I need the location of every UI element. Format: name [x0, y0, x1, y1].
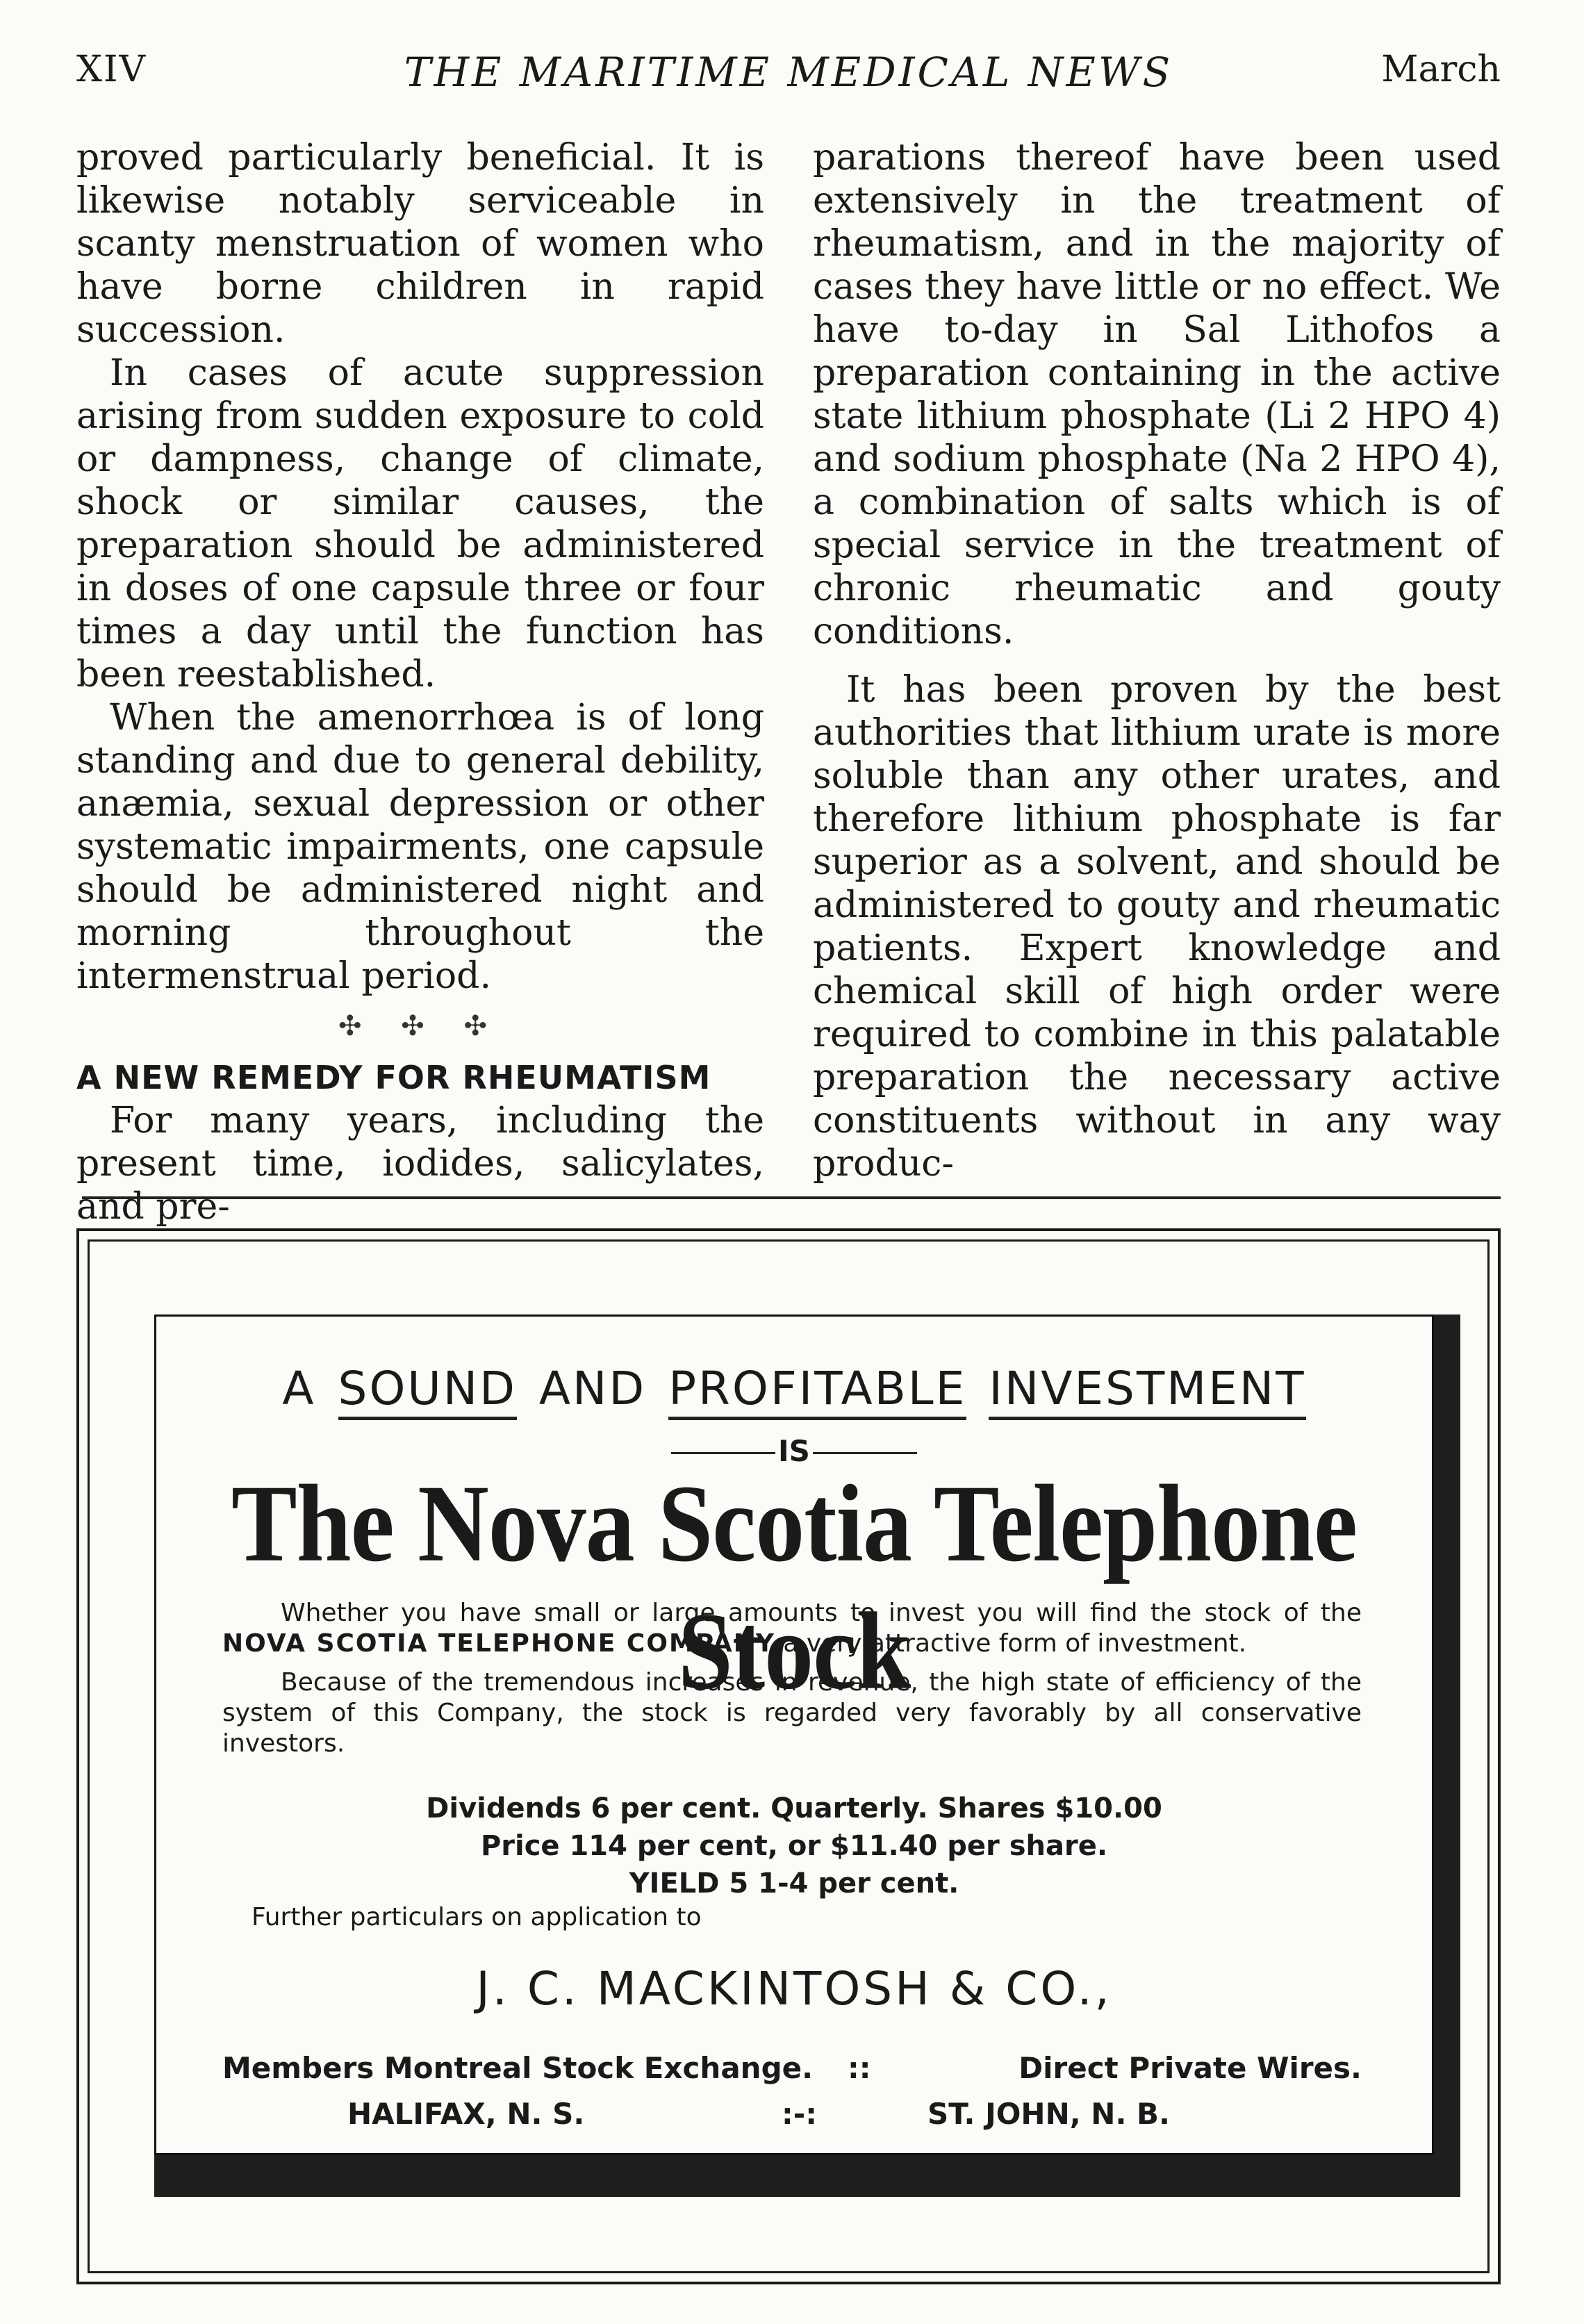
ad-body [222, 1598, 1362, 1767]
left-paragraph-3: When the amenorrhœa is of long standing and due to general debility, anæmia, sexual depression or other systematic impairments, one capsule should be administered night and morning throughout the intermenstrual period. [76, 697, 764, 997]
advertisement [154, 1315, 1434, 2155]
left-paragraph-2: In cases of acute suppression arising from sudden exposure to cold or dampness, change of climate, shock or similar causes, the preparation should be administered in doses of one capsule three or four times a day until the function has been reestablished. [76, 352, 764, 695]
ad-paragraph-1 [222, 1598, 1362, 1659]
ad-firm-name: J. C. MACKINTOSH & CO., [476, 1962, 1112, 2016]
page-number: XIV [76, 49, 147, 90]
ad-price: Price 114 per cent, or $11.40 per share. [480, 1830, 1108, 1862]
headline-word: A [282, 1362, 316, 1415]
ad-shadow-bottom [154, 2155, 1460, 2197]
journal-title: THE MARITIME MEDICAL NEWS [404, 49, 1173, 96]
headline-word: SOUND [338, 1362, 517, 1420]
ad-shadow-right [1434, 1315, 1460, 2197]
ad-further: Further particulars on application to [251, 1903, 702, 1931]
ad-title: The Nova Scotia Telephone Stock [231, 1461, 1358, 1713]
company-name: NOVA SCOTIA TELEPHONE COMPANY [222, 1629, 775, 1658]
ad-wires: Direct Private Wires. [1018, 2051, 1362, 2085]
right-column [813, 136, 1501, 1185]
ad-paragraph-2: Because of the tremendous increases in revenue, the high state of efficiency of the system of this Company, the stock is regarded very favorably by all conservative investors. [222, 1668, 1362, 1758]
section-heading: A NEW REMEDY FOR RHEUMATISM [76, 1059, 711, 1096]
issue-month: March [1381, 49, 1501, 90]
left-paragraph-4: For many years, including the present time, iodides, salicylates, and pre- [76, 1100, 764, 1228]
headline-word: INVESTMENT [989, 1362, 1305, 1420]
ad-members: Members Montreal Stock Exchange. [222, 2051, 814, 2085]
ad-text: a very attractive form of investment. [775, 1629, 1247, 1658]
ad-city-saint-john: ST. JOHN, N. B. [927, 2097, 1171, 2131]
right-paragraph-1: parations thereof have been used extensively in the treatment of rheumatism, and in the majority of cases they have little or no effect. We have to-day in Sal Lithofos a preparation containing in the active state lithium phosphate (Li 2 HPO 4) and sodium phosphate (Na 2 HPO 4), a combination of salts which is of special service in the treatment of chronic rheumatic and gouty conditions. [813, 137, 1501, 652]
left-paragraph-1: proved particularly beneficial. It is likewise notably serviceable in scanty menstruation of women who have borne children in rapid succession. [76, 137, 764, 351]
connector-text: IS [778, 1434, 810, 1468]
separator-rule [82, 1196, 1501, 1199]
headline-word: AND [538, 1362, 647, 1415]
section-ornament: ✣ ✣ ✣ [338, 1010, 502, 1042]
right-paragraph-2: It has been proven by the best authorities that lithium urate is more soluble than any other urates, and therefore lithium phosphate is far superior as a solvent, and should be administered to gouty and rheumatic patients. Expert knowledge and chemical skill of high order were required to combine in this palatable preparation the necessary active constituents without in any way produc- [813, 669, 1501, 1185]
ad-headline [154, 1362, 1434, 1420]
ad-yield: YIELD 5 1-4 per cent. [629, 1868, 959, 1899]
ad-text: Whether you have small or large amounts to invest you will find the stock of the [281, 1599, 1362, 1627]
ad-separator: :-: [782, 2097, 818, 2131]
ad-dividends: Dividends 6 per cent. Quarterly. Shares $10.00 [426, 1793, 1162, 1824]
left-column [76, 136, 764, 1228]
headline-word: PROFITABLE [668, 1362, 966, 1420]
running-header [76, 49, 1501, 104]
ad-separator: :: [848, 2051, 871, 2085]
ad-city-halifax: HALIFAX, N. S. [347, 2097, 585, 2131]
